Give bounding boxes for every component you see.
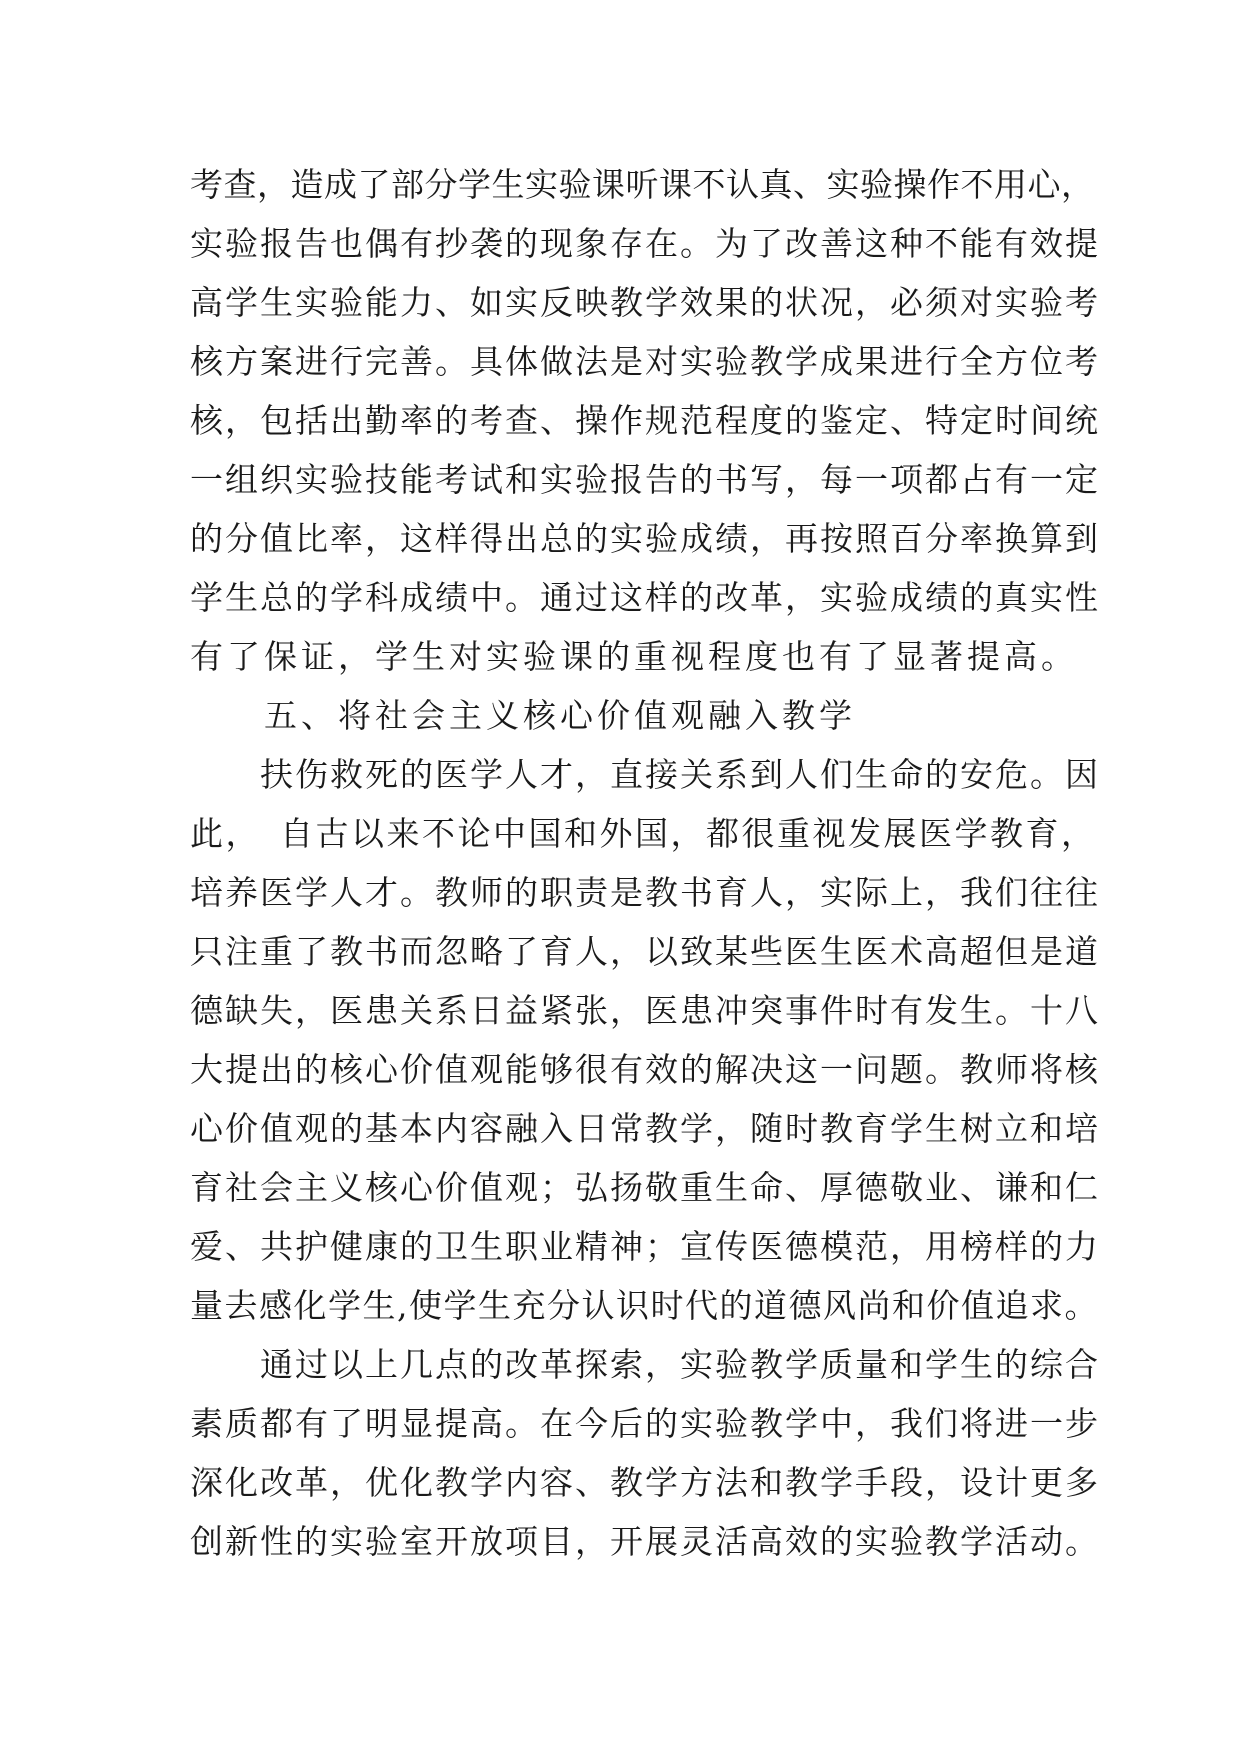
text-line-15: 德缺失，医患关系日益紧张，医患冲突事件时有发生。十八 [190, 991, 1100, 1030]
text-line-19: 爱、共护健康的卫生职业精神；宣传医德模范，用榜样的力 [190, 1227, 1100, 1266]
text-line-24: 创新性的实验室开放项目，开展灵活高效的实验教学活动。 [190, 1522, 1100, 1561]
text-line-3: 高学生实验能力、如实反映教学效果的状况，必须对实验考 [190, 283, 1100, 322]
text-line-2: 实验报告也偶有抄袭的现象存在。为了改善这种不能有效提 [190, 224, 1100, 263]
body-text [190, 155, 1100, 1571]
text-line-16: 大提出的核心价值观能够很有效的解决这一问题。教师将核 [190, 1050, 1100, 1089]
text-line-11: 扶伤救死的医学人才，直接关系到人们生命的安危。因 [190, 755, 1100, 794]
text-line-13: 培养医学人才。教师的职责是教书育人，实际上，我们往往 [190, 873, 1100, 912]
text-line-4: 核方案进行完善。具体做法是对实验教学成果进行全方位考 [190, 342, 1100, 381]
section-heading: 五、将社会主义核心价值观融入教学 [190, 696, 856, 735]
text-line-8: 学生总的学科成绩中。通过这样的改革，实验成绩的真实性 [190, 578, 1100, 617]
text-line-12: 此， 自古以来不论中国和外国，都很重视发展医学教育， [190, 814, 1097, 853]
text-line-9: 有了保证，学生对实验课的重视程度也有了显著提高。 [190, 637, 1078, 676]
text-line-6: 一组织实验技能考试和实验报告的书写，每一项都占有一定 [190, 460, 1100, 499]
text-line-5: 核，包括出勤率的考查、操作规范程度的鉴定、特定时间统 [190, 401, 1100, 440]
text-line-14: 只注重了教书而忽略了育人，以致某些医生医术高超但是道 [190, 932, 1100, 971]
text-line-7: 的分值比率，这样得出总的实验成绩，再按照百分率换算到 [190, 519, 1100, 558]
text-line-18: 育社会主义核心价值观；弘扬敬重生命、厚德敬业、谦和仁 [190, 1168, 1100, 1207]
text-line-1: 考查，造成了部分学生实验课听课不认真、实验操作不用心， [190, 165, 1095, 204]
text-line-22: 素质都有了明显提高。在今后的实验教学中，我们将进一步 [190, 1404, 1100, 1443]
text-line-23: 深化改革，优化教学内容、教学方法和教学手段，设计更多 [190, 1463, 1100, 1502]
text-line-20: 量去感化学生,使学生充分认识时代的道德风尚和价值追求。 [190, 1286, 1099, 1325]
text-line-21: 通过以上几点的改革探索，实验教学质量和学生的综合 [190, 1345, 1100, 1384]
text-line-17: 心价值观的基本内容融入日常教学，随时教育学生树立和培 [190, 1109, 1100, 1148]
